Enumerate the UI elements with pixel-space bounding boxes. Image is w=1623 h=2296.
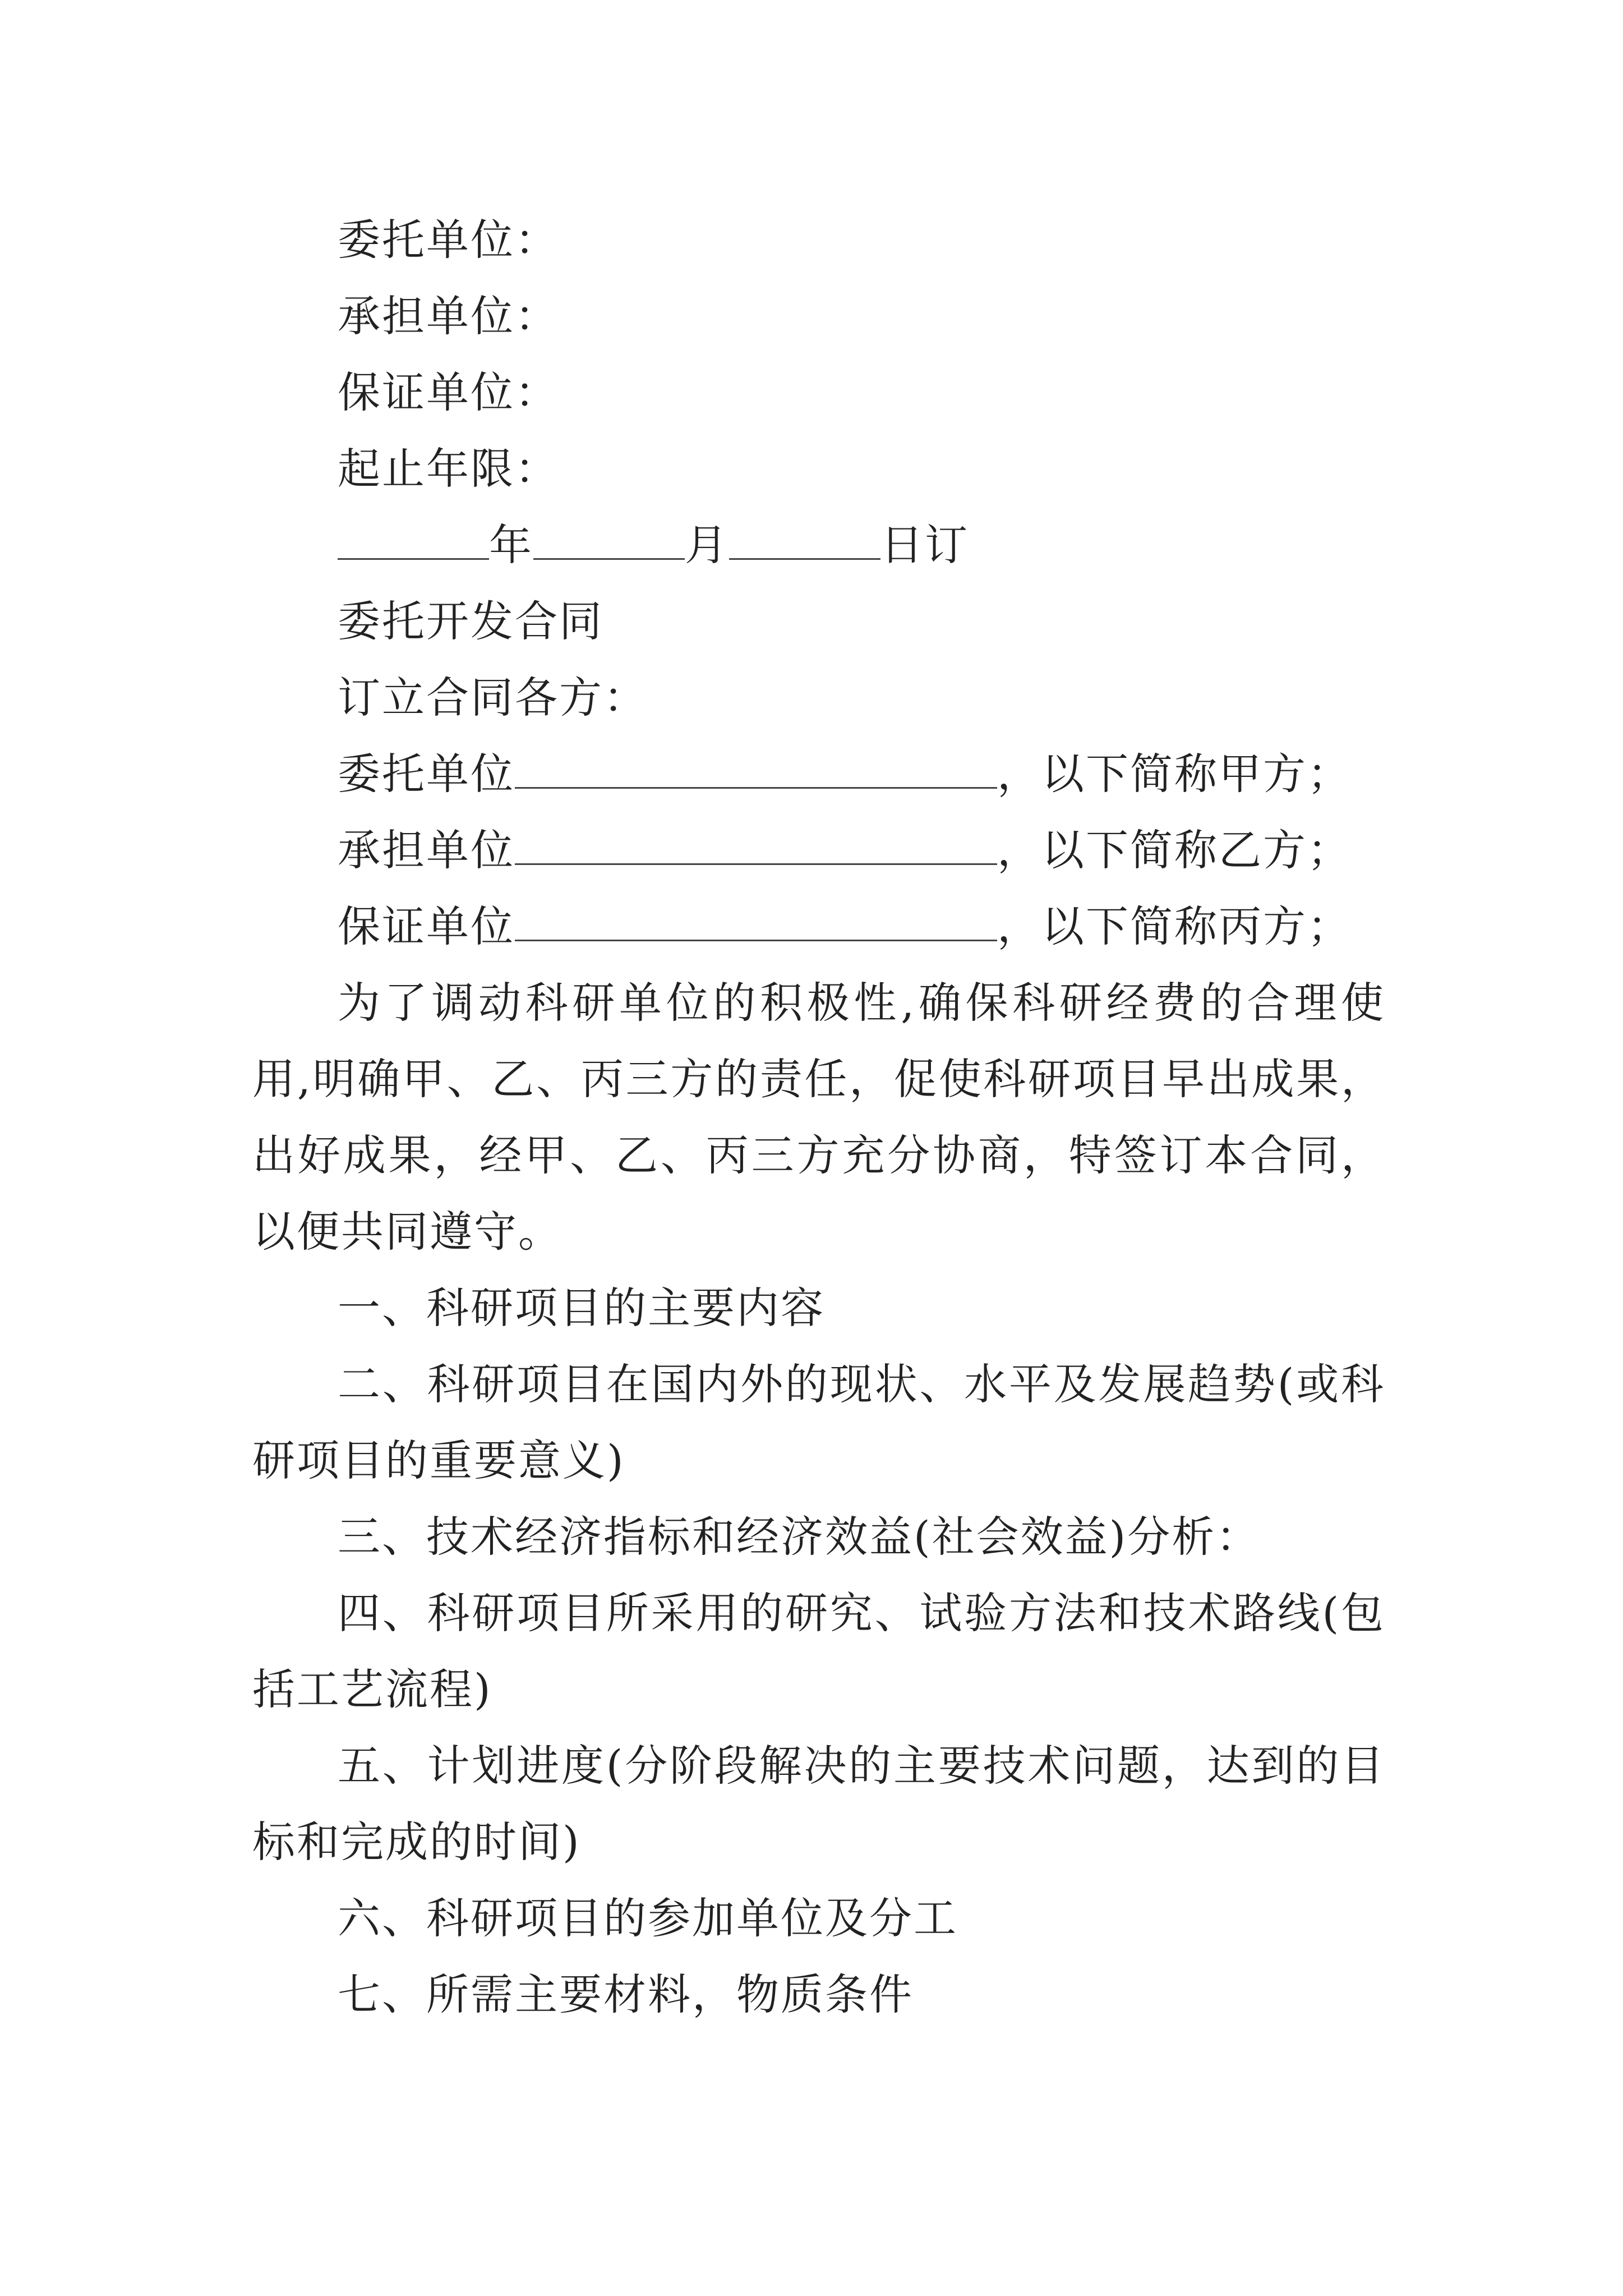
party-a-blank[interactable]: [515, 746, 997, 789]
party-b-suffix: ，以下简称乙方；: [997, 825, 1352, 875]
party-b-label: 承担单位: [338, 825, 515, 875]
contractor-unit-label: 承担单位：: [338, 291, 559, 341]
signing-date-line: [252, 507, 1385, 583]
month-blank[interactable]: [533, 517, 685, 560]
party-c-line: [252, 889, 1385, 965]
year-label: 年: [489, 520, 533, 570]
year-blank[interactable]: [338, 517, 489, 560]
party-a-label: 委托单位: [338, 749, 515, 799]
parties-label: 订立合同各方：: [338, 673, 648, 723]
section-2: 二、科研项目在国内外的现状、水平及发展趋势(或科研项目的重要意义): [252, 1359, 1385, 1485]
section-7: 七、所需主要材料，物质条件: [338, 1970, 914, 2019]
section-6: 六、科研项目的参加单位及分工: [338, 1893, 958, 1943]
guarantor-unit-label: 保证单位：: [338, 367, 559, 417]
section-3: 三、技术经济指标和经济效益(社会效益)分析：: [338, 1512, 1261, 1562]
party-c-suffix: ，以下简称丙方；: [997, 901, 1352, 951]
party-b-line: [252, 812, 1385, 889]
section-5: 五、计划进度(分阶段解决的主要技术问题，达到的目标和完成的时间): [252, 1741, 1385, 1867]
client-unit-label: 委托单位：: [338, 215, 559, 265]
section-4: 四、科研项目所采用的研究、试验方法和技术路线(包括工艺流程): [252, 1588, 1385, 1714]
contract-title: 委托开发合同: [338, 596, 603, 646]
day-label: 日订: [880, 520, 969, 570]
party-c-blank[interactable]: [515, 898, 997, 941]
party-a-line: [252, 736, 1385, 812]
preamble-paragraph: 为了调动科研单位的积极性,确保科研经费的合理使用,明确甲、乙、丙三方的责任，促使科研项目早出成果，出好成果，经甲、乙、丙三方充分协商，特签订本合同，以便共同遵守。: [252, 978, 1385, 1257]
section-1: 一、科研项目的主要内容: [338, 1283, 825, 1333]
party-b-blank[interactable]: [515, 822, 997, 865]
month-label: 月: [685, 520, 729, 570]
document-body: [252, 202, 1385, 2033]
party-c-label: 保证单位: [338, 901, 515, 951]
party-a-suffix: ，以下简称甲方；: [997, 749, 1352, 799]
day-blank[interactable]: [729, 517, 880, 560]
period-label: 起止年限：: [338, 444, 559, 494]
